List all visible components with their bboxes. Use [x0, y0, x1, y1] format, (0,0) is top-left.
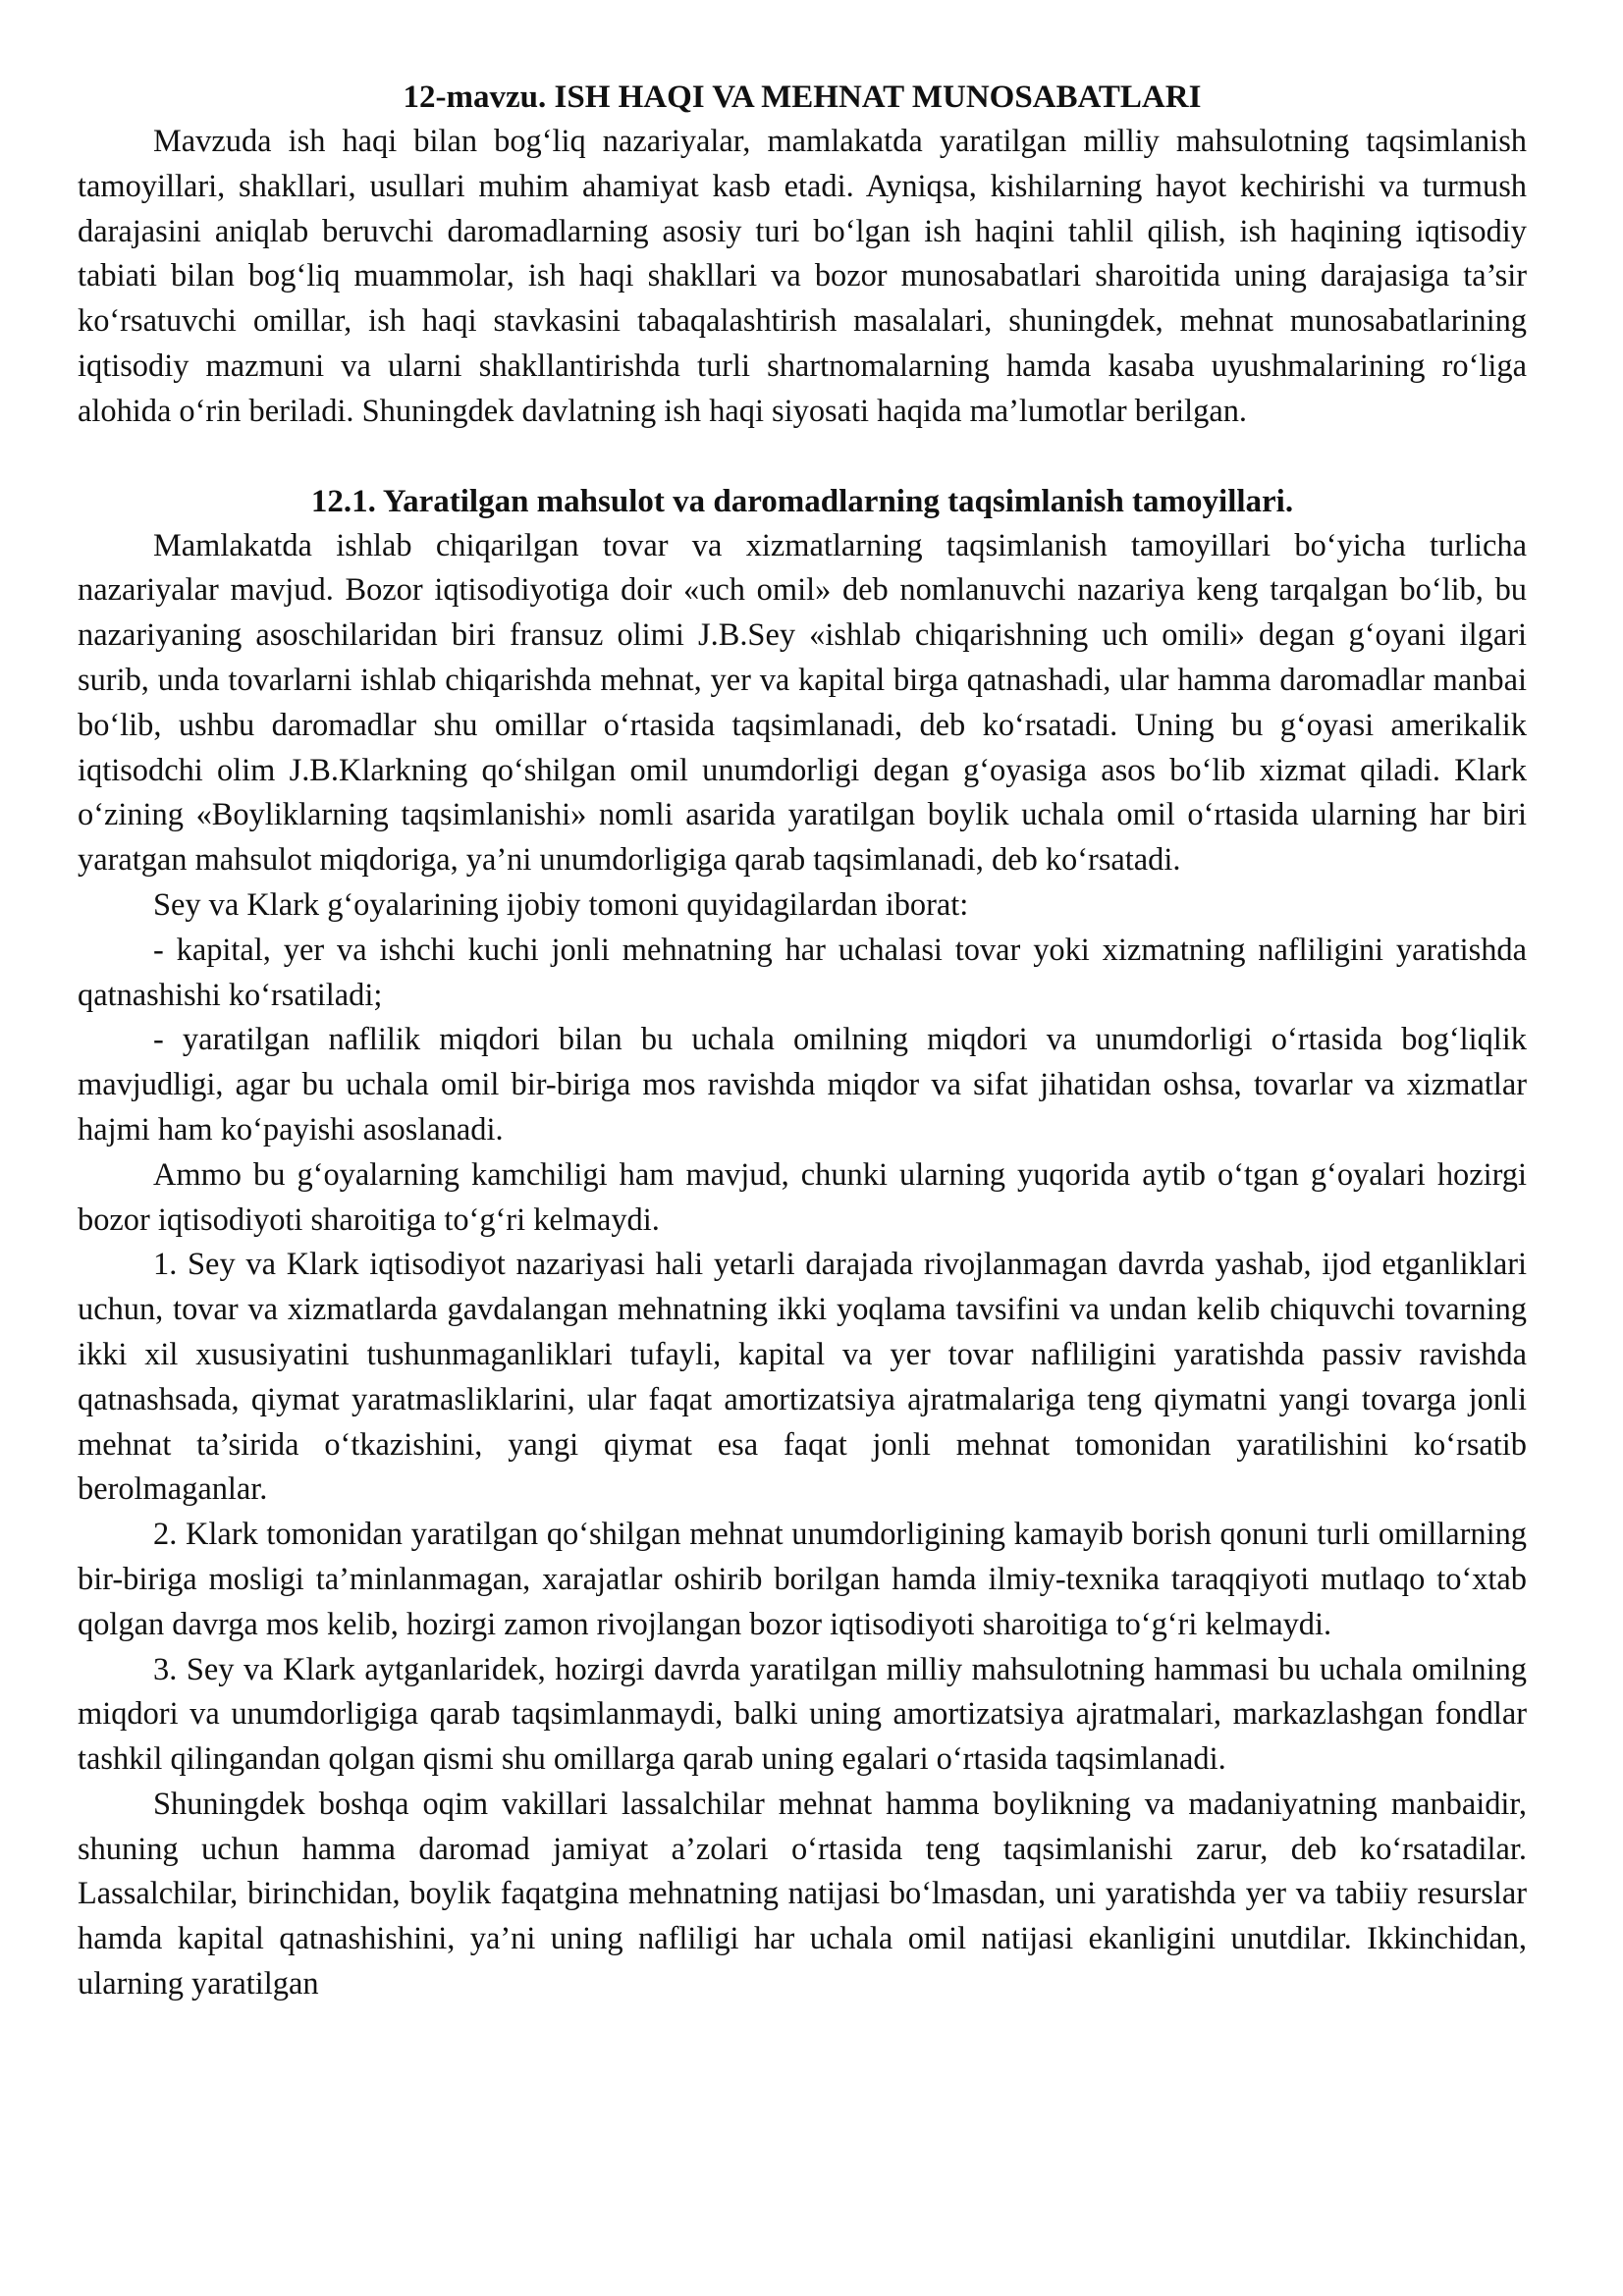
body-paragraph: Mamlakatda ishlab chiqarilgan tovar va xizmatlarning taqsimlanish tamoyillari bo‘yicha turlicha nazariyalar mavjud. Bozor iqtisodiyotiga doir «uch omil» deb nomlanuvchi nazariya keng tarqalgan bo‘lib, bu nazariyaning asoschilaridan biri fransuz olimi J.B.Sey «ishlab chiqarishning uch omili» degan g‘oyani ilgari surib, unda tovarlarni ishlab chiqarishda mehnat, yer va kapital birga qatnashadi, ular hamma daromadlar manbai bo‘lib, ushbu daromadlar shu omillar o‘rtasida taqsimlanadi, deb ko‘rsatadi. Uning bu g‘oyasi amerikalik iqtisodchi olim J.B.Klarkning qo‘shilgan omil unumdorligi degan g‘oyasiga asos bo‘lib xizmat qiladi. Klark o‘zining «Boyliklarning taqsimlanishi» nomli asarida yaratilgan boylik uchala omil o‘rtasida ularning har biri yaratgan mahsulot miqdoriga, ya’ni unumdorligiga qarab taqsimlanadi, deb ko‘rsatadi. [78, 527, 1527, 879]
bullet-item: - yaratilgan naflilik miqdori bilan bu uchala omilning miqdori va unumdorligi o‘rtasida bog‘liqlik mavjudligi, agar bu uchala omil bir-biriga mos ravishda miqdor va sifat jihatidan oshsa, tovarlar va xizmatlar hajmi ham ko‘payishi asoslanadi. [78, 1022, 1527, 1148]
numbered-item: 1. Sey va Klark iqtisodiyot nazariyasi hali yetarli darajada rivojlanmagan davrda yashab, ijod etganliklari uchun, tovar va xizmatlarda gavdalangan mehnatning ikki yoqlama tavsifini va undan kelib chiquvchi tovarning ikki xil xususiyatini tushunmaganliklari tufayli, kapital va yer tovar nafliligini yaratishda passiv ravishda qatnashsada, qiymat yaratmasliklarini, ular faqat amortizatsiya ajratmalariga teng qiymatni yangi tovarga jonli mehnat ta’sirida o‘tkazishini, yangi qiymat esa faqat jonli mehnat tomonidan yaratilishini ko‘rsatib berolmaganlar. [78, 1247, 1527, 1508]
intro-paragraph: Mavzuda ish haqi bilan bog‘liq nazariyalar, mamlakatda yaratilgan milliy mahsulotning taqsimlanish tamoyillari, shakllari, usullari muhim ahamiyat kasb etadi. Ayniqsa, kishilarning hayot kechirishi va turmush darajasini aniqlab beruvchi daromadlarning asosiy turi bo‘lgan ish haqini tahlil qilish, ish haqining iqtisodiy tabiati bilan bog‘liq muammolar, ish haqi shakllari va bozor munosabatlari sharoitida uning darajasiga ta’sir ko‘rsatuvchi omillar, ish haqi stavkasini tabaqalashtirish masalalari, shuningdek, mehnat munosabatlarining iqtisodiy mazmuni va ularni shakllantirishda turli shartnomalarning hamda kasaba uyushmalarining ro‘liga alohida o‘rin beriladi. Shuningdek davlatning ish haqi siyosati haqida ma’lumotlar berilgan. [78, 124, 1527, 429]
body-paragraph: Shuningdek boshqa oqim vakillari lassalchilar mehnat hamma boylikning va madaniyatning manbaidir, shuning uchun hamma daromad jamiyat a’zolari o‘rtasida teng taqsimlanishi zarur, deb ko‘rsatadilar. Lassalchilar, birinchidan, boylik faqatgina mehnatning natijasi bo‘lmasdan, uni yaratishda yer va tabiiy resurslar hamda kapital qatnashishini, ya’ni uning nafliligi har uchala omil natijasi ekanligini unutdilar. Ikkinchidan, ularning yaratilgan [78, 1786, 1527, 2002]
body-paragraph: Ammo bu g‘oyalarning kamchiligi ham mavjud, chunki ularning yuqorida aytib o‘tgan g‘oyalari hozirgi bozor iqtisodiyoti sharoitiga to‘g‘ri kelmaydi. [78, 1156, 1527, 1238]
document-title: 12-mavzu. ISH HAQI VA MEHNAT MUNOSABATLARI [403, 80, 1202, 115]
section-heading: 12.1. Yaratilgan mahsulot va daromadlarning taqsimlanish tamoyillari. [310, 483, 1294, 519]
numbered-item: 2. Klark tomonidan yaratilgan qo‘shilgan mehnat unumdorligining kamayib borish qonuni turli omillarning bir-biriga mosligi ta’minlanmagan, xarajatlar oshirib borilgan hamda ilmiy-texnika taraqqiyoti mutlaqo to‘xtab qolgan davrga mos kelib, hozirgi zamon rivojlangan bozor iqtisodiyoti sharoitiga to‘g‘ri kelmaydi. [78, 1517, 1527, 1642]
bullet-item: - kapital, yer va ishchi kuchi jonli mehnatning har uchalasi tovar yoki xizmatning nafliligini yaratishda qatnashishi ko‘rsatiladi; [78, 932, 1527, 1013]
body-paragraph: Sey va Klark g‘oyalarining ijobiy tomoni quyidagilardan iborat: [153, 886, 969, 923]
numbered-item: 3. Sey va Klark aytganlaridek, hozirgi davrda yaratilgan milliy mahsulotning hammasi bu uchala omilning miqdori va unumdorligiga qarab taqsimlanmaydi, balki uning amortizatsiya ajratmalari, markazlashgan fondlar tashkil qilingandan qolgan qismi shu omillarga qarab uning egalari o‘rtasida taqsimlanadi. [78, 1651, 1527, 1778]
